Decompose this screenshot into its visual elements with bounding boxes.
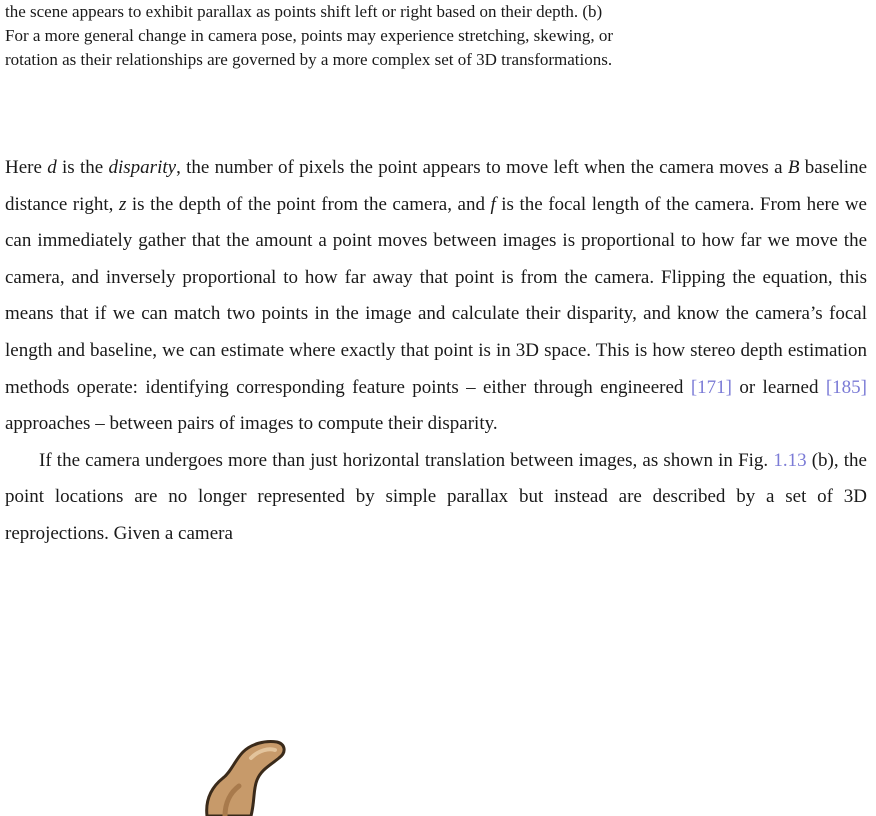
- figure-shape: [207, 741, 284, 816]
- text-span: is the depth of the point from the camera, and: [126, 193, 491, 215]
- term-disparity: disparity: [108, 157, 177, 178]
- text-span: is the focal length of the camera. From here we can immediately gather that the amount a point moves between images is proportional to how far we move the camera, and inversely proportional to how far away that point is from the camera. Flipping the equation, this means that if we can match two points in the image and calculate their disparity, and know the camera’s focal length and baseline, we can estimate where exactly that point is in 3D space. This is how stereo depth estimation methods operate: identifying corresponding feature points – either through engineered: [5, 193, 867, 398]
- caption-line: the scene appears to exhibit parallax as points shift left or right based on their depth. (b): [5, 2, 603, 21]
- citation-link-171[interactable]: [171]: [690, 376, 732, 398]
- paragraph-disparity: [5, 150, 867, 443]
- figure-ref-link[interactable]: 1.13: [773, 449, 807, 471]
- math-var-d: d: [47, 157, 57, 178]
- math-var-z: z: [118, 193, 127, 215]
- math-var-f: f: [490, 193, 496, 215]
- figure-illustration-fragment: [165, 738, 295, 816]
- caption-line: For a more general change in camera pose, points may experience stretching, skewing, or: [5, 26, 613, 45]
- citation-link-185[interactable]: [185]: [825, 376, 867, 398]
- text-span: , the number of pixels the point appears to move left when the camera moves a: [176, 157, 788, 178]
- text-span: If the camera undergoes more than just horizontal translation between images, as shown in Fig.: [39, 449, 774, 471]
- figure-caption: [5, 0, 867, 72]
- text-span: or learned: [731, 376, 826, 398]
- text-span: (b), the point locations are no longer represented by simple parallax but instead are described by a set of 3D reprojections. Given a camera: [5, 449, 867, 544]
- math-var-B: B: [787, 157, 800, 178]
- text-span: approaches – between pairs of images to compute their disparity.: [5, 413, 498, 435]
- text-span: Here: [5, 157, 48, 178]
- paragraph-reprojection: [5, 443, 867, 553]
- text-span: baseline distance right,: [5, 157, 867, 215]
- body-text: [5, 150, 867, 553]
- text-span: is the: [56, 157, 109, 178]
- caption-line: rotation as their relationships are governed by a more complex set of 3D transformations.: [5, 50, 613, 69]
